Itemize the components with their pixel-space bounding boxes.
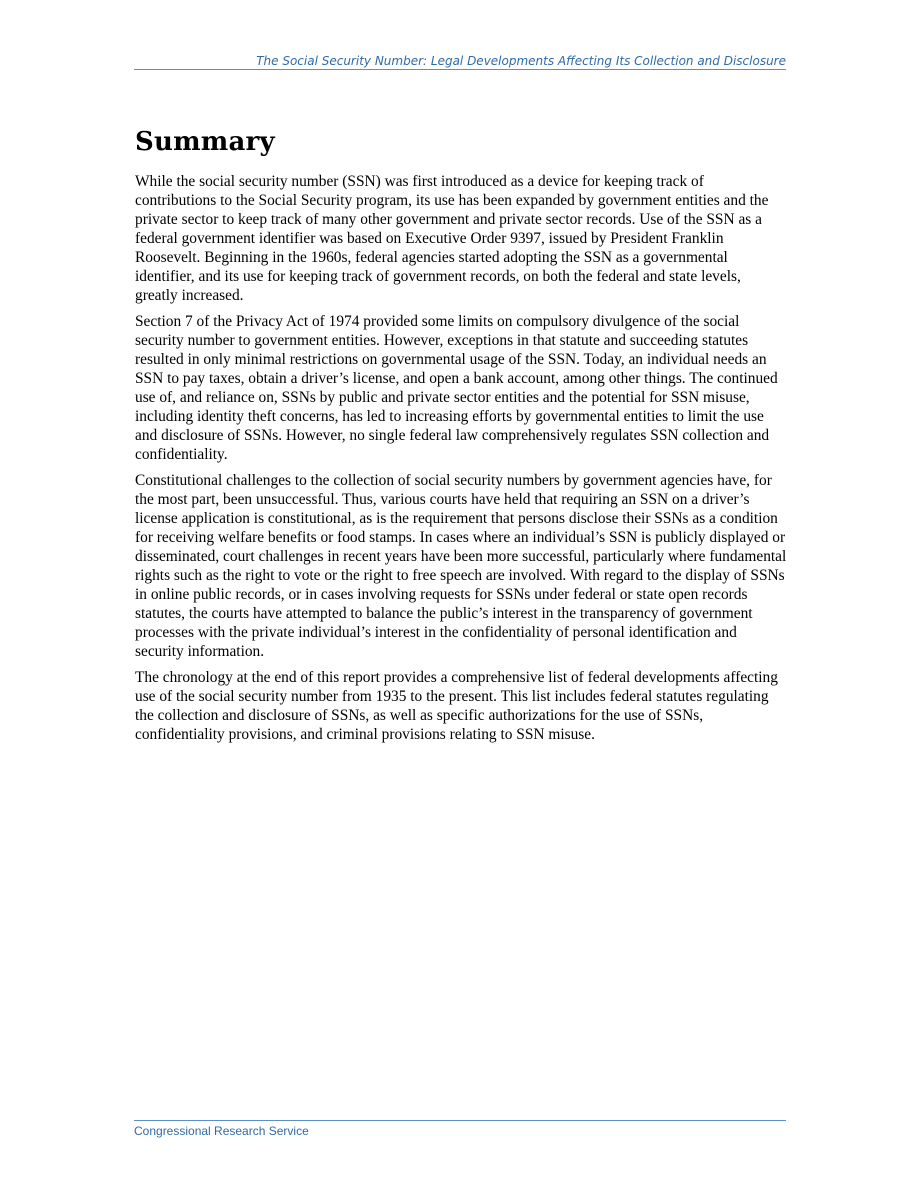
body-paragraph: While the social security number (SSN) was first introduced as a device for keeping track of contributions to the Social Security program, its use has been expanded by government entities and the private sector to keep track of many other government and private sector records. Use of the SSN as a federal government identifier was based on Executive Order 9397, issued by President Franklin Roosevelt. Beginning in the 1960s, federal agencies started adopting the SSN as a governmental identifier, and its use for keeping track of government records, on both the federal and state levels, greatly increased. <box>135 173 769 304</box>
body-paragraph: Constitutional challenges to the collection of social security numbers by government agencies have, for the most part, been unsuccessful. Thus, various courts have held that requiring an SSN on a driver’s license application is constitutional, as is the requirement that persons disclose their SSNs as a condition for receiving welfare benefits or food stamps. In cases where an individual’s SSN is publicly displayed or disseminated, court challenges in recent years have been more successful, particularly where fundamental rights such as the right to vote or the right to free speech are involved. With regard to the display of SSNs in online public records, or in cases involving requests for SSNs under federal or state open records statutes, the courts have attempted to balance the public’s interest in the transparency of government processes with the private individual’s interest in the confidentiality of personal identification and security information. <box>135 472 787 660</box>
running-header-title: The Social Security Number: Legal Developments Affecting Its Collection and Disclosure <box>256 54 786 68</box>
page-title: Summary <box>135 127 275 157</box>
running-header <box>134 54 786 70</box>
footer-publisher: Congressional Research Service <box>134 1124 309 1138</box>
running-footer <box>134 1120 786 1139</box>
body-paragraph: Section 7 of the Privacy Act of 1974 provided some limits on compulsory divulgence of the social security number to government entities. However, exceptions in that statute and succeeding statutes resulted in only minimal restrictions on governmental usage of the SSN. Today, an individual needs an SSN to pay taxes, obtain a driver’s license, and open a bank account, among other things. The continued use of, and reliance on, SSNs by public and private sector entities and the potential for SSN misuse, including identity theft concerns, has led to increasing efforts by governmental entities to limit the use and disclosure of SSNs. However, no single federal law comprehensively regulates SSN collection and confidentiality. <box>135 313 778 463</box>
page-content <box>135 122 787 751</box>
body-paragraph: The chronology at the end of this report provides a comprehensive list of federal developments affecting use of the social security number from 1935 to the present. This list includes federal statutes regulating the collection and disclosure of SSNs, as well as specific authorizations for the use of SSNs, confidentiality provisions, and criminal provisions relating to SSN misuse. <box>135 669 778 743</box>
